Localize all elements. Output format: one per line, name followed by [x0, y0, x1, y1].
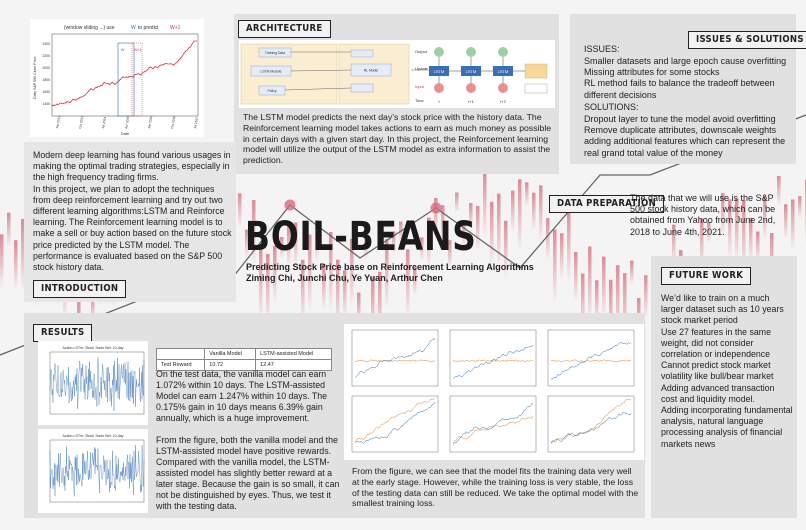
reward-chart-1-title: Action LSTm: Stock Trade Bet: 10 day: [62, 346, 124, 350]
svg-text:W+1: W+1: [134, 48, 142, 52]
background-bar: [511, 191, 515, 233]
background-bar: [518, 179, 522, 252]
background-bar: [553, 230, 557, 304]
background-bar: [525, 182, 529, 206]
ytick: 1400: [42, 102, 50, 106]
issues-title: ISSUES:: [584, 44, 620, 54]
svg-text:LSTM: LSTM: [433, 69, 445, 74]
data-prep-text: The data that we will use is the S&P 500 stock history data, which can be obtained from Yahoo from June 2nd, 2018 to June 4th, 2021.: [630, 193, 776, 237]
table-cell-vanilla: 10.72: [205, 360, 256, 371]
chart-xlabel: Date: [120, 131, 130, 136]
table-header-lstm: LSTM-assisted Model: [256, 349, 332, 360]
results-text-2: From the figure, both the vanilla model and the LSTM-assisted model have positive rewards. Compared with the vanilla model, the LSTM-assisted model has slightly better reward at a later stage. Because the gain is so small, it can not be distinguished by eyes. Thus, we test it with the testing data.: [156, 435, 340, 511]
introduction-text: Modern deep learning has found various usages in making the optimal trading strategies, especially in the high frequency trading firms. In this project, we plan to adopt the techniques from deep reinforcement learning and try out two different learning algorithms:LSTM and Reinforce learning. The Reinforcement learning model is to make a sell or buy action based on the future stock price predicted by the LSTM model. The performance is evaluated based on the S&P 500 stock history data.: [33, 150, 232, 273]
background-bar: [238, 193, 242, 227]
background-bar: [7, 213, 11, 248]
chart-title-b: to predict: [138, 25, 159, 31]
prediction-series: [355, 360, 435, 362]
svg-text:LSTM: LSTM: [465, 69, 477, 74]
background-bar: [483, 172, 487, 237]
prediction-series: [551, 399, 631, 443]
chart-title-a: (window sliding ...) use: [64, 25, 115, 31]
training-plot-grid: [344, 324, 644, 460]
issues-text: Smaller datasets and large epoch cause overfitting Missing attributes for some stocks RL method fails to balance the tradeoff between different decisions: [584, 56, 787, 100]
poster-subtitle: Predicting Stock Price base on Reinforcement Learning Algorithms: [246, 262, 534, 272]
background-bar: [546, 218, 550, 261]
introduction-header: INTRODUCTION: [33, 280, 126, 298]
background-dot: [431, 203, 442, 214]
block-policy: Policy: [267, 88, 277, 93]
ytick: 2000: [42, 66, 50, 70]
prediction-plot: [450, 330, 536, 386]
solutions-title: SOLUTIONS:: [584, 102, 639, 112]
background-bar: [602, 257, 606, 319]
prediction-plot: [450, 396, 536, 452]
block-training-data: Training Data: [264, 51, 286, 55]
prediction-series: [355, 402, 435, 443]
background-bar: [574, 252, 578, 302]
chart-title-w1: W+1: [170, 25, 181, 31]
xtick: Oct 2013: [78, 115, 85, 130]
ytick: 2200: [42, 54, 50, 58]
background-bar: [497, 194, 501, 270]
svg-text:t+2: t+2: [500, 99, 506, 104]
svg-text:LSTM: LSTM: [497, 69, 509, 74]
data-prep-header: DATA PREPARATION: [549, 195, 664, 213]
prediction-series: [453, 417, 533, 443]
background-bar: [560, 233, 564, 278]
xtick: Jan 2016: [147, 115, 154, 130]
xtick: Apr 2015: [124, 115, 131, 130]
table-row-label: Test Reward: [157, 360, 205, 371]
solutions-text: Dropout layer to tune the model avoid overfitting Remove duplicate attributes, downscale weights adding additional features which can represent the real grand total value of the money: [584, 114, 786, 158]
background-bar: [14, 240, 18, 290]
architecture-diagram-right: [455, 48, 555, 104]
svg-text:t: t: [438, 99, 440, 104]
svg-text:t+1: t+1: [468, 99, 474, 104]
ytick: 2400: [42, 42, 50, 46]
results-header: RESULTS: [33, 324, 92, 342]
prediction-series: [355, 399, 435, 442]
sliding-window-chart: [30, 19, 204, 137]
update-label: Update: [415, 66, 428, 71]
background-bar: [630, 261, 634, 286]
issues-header: ISSUES & SOLUTIONS: [688, 31, 806, 49]
poster-title: BOIL-BEANS: [245, 214, 477, 260]
reward-series-2: [50, 445, 144, 496]
reward-chart-2-title: Action LSTm: Stock Trade Bet: 10 day: [62, 434, 124, 438]
prediction-series: [551, 412, 631, 443]
prediction-series: [453, 360, 533, 362]
prediction-plot: [352, 396, 438, 452]
architecture-text: The LSTM model predicts the next day’s stock price with the history data. The Reinforcement learning model takes actions to earn as much money as possible in certain days with a given start day. In this project, the Reinforcement learning model will utilize the output of the LSTM model as extra information to assist the prediction.: [243, 112, 552, 166]
chart-ylabel: Daily S&P 500 Close Price: [33, 56, 37, 99]
background-bar: [567, 209, 571, 283]
background-bar: [490, 202, 494, 266]
xtick: Jul 2017: [193, 116, 200, 130]
reward-series-1: [50, 358, 144, 411]
xtick: Jul 2014: [101, 116, 108, 130]
results-text-1: On the test data, the vanilla model can earn 1.072% within 10 days. The LSTM-assisted Model can earn 1.247% within 10 days. The 0.175% gain in 10 days means 6.39% gain annually, which is a huge improvement.: [156, 369, 327, 423]
background-bar: [455, 193, 459, 213]
reward-chart-1: [38, 341, 148, 425]
sp500-series: [52, 41, 197, 106]
svg-text:W: W: [121, 48, 125, 52]
chart-title-w: W: [131, 25, 136, 31]
future-text: We’d like to train on a much larger dataset such as 10 years stock market period Use 27 features in the same weight, did not consider correlation or independence Cannot predict stock market volatility like bull/bear market Adding advanced transaction cost and liquidity model. Adding incorporating fundamental analysis, natural language processing analysis of financial markets news: [661, 293, 793, 449]
reward-table: [156, 348, 332, 371]
results-grid-text: From the figure, we can see that the model fits the training data very well at the early stage. However, while the training loss is very stable, the loss of the testing data can still be reduced. We take the optimal model with the smallest training loss.: [352, 466, 639, 509]
prediction-series: [355, 338, 435, 377]
prediction-series: [551, 360, 631, 362]
table-header-empty: [157, 349, 205, 360]
background-bar: [798, 196, 802, 218]
lstm-cell-1: [429, 47, 449, 104]
future-header: FUTURE WORK: [661, 267, 751, 285]
background-dot: [285, 200, 296, 211]
background-bar: [0, 234, 4, 288]
xtick: Jan 2013: [55, 115, 62, 130]
architecture-header: ARCHITECTURE: [238, 20, 331, 38]
input-label: Input: [415, 84, 424, 89]
table-header-vanilla: Vanilla Model: [205, 349, 256, 360]
background-bar: [532, 193, 536, 231]
block-rl-model: RL Model: [363, 68, 379, 73]
ytick: 1800: [42, 78, 50, 82]
reward-chart-2: [38, 429, 148, 513]
output-label: Output: [415, 49, 428, 54]
table-cell-lstm: 12.47: [256, 360, 332, 371]
window-w1-box: [132, 43, 142, 116]
poster-authors: Ziming Chi, Junchi Chu, Ye Yuan, Arthur Chen: [246, 273, 443, 283]
ytick: 1600: [42, 90, 50, 94]
xtick: Oct 2016: [170, 115, 177, 130]
time-label: Time: [415, 98, 424, 103]
block-lstm-module: LSTM Module: [260, 69, 282, 74]
background-bar: [539, 185, 543, 241]
background-bar: [791, 199, 795, 250]
